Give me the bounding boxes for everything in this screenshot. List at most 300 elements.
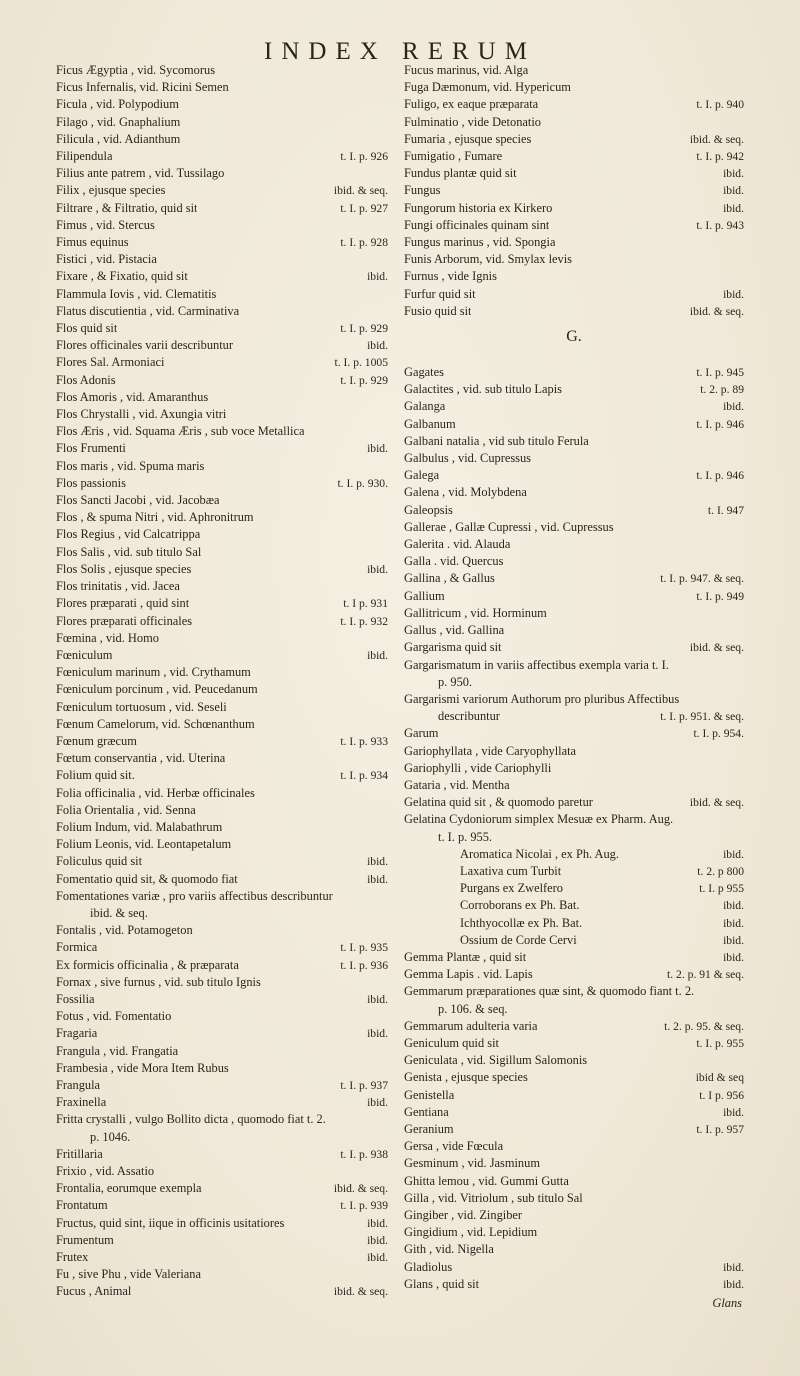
entry-term: Flammula Iovis , vid. Clematitis bbox=[56, 286, 217, 301]
index-entry bbox=[404, 880, 744, 897]
index-entry bbox=[404, 79, 744, 96]
index-entry bbox=[404, 1190, 744, 1207]
entry-reference: ibid. bbox=[367, 648, 388, 662]
entry-term: Gallina , & Gallus bbox=[404, 571, 495, 586]
entry-reference: t. I. 947 bbox=[707, 503, 744, 517]
entry-reference: t. I. p. 954. bbox=[693, 727, 744, 741]
entry-reference: t. I. p. 949 bbox=[696, 589, 744, 603]
entry-term: Fu , sive Phu , vide Valeriana bbox=[56, 1267, 201, 1282]
entry-term: Fumaria , ejusque species bbox=[404, 131, 532, 146]
entry-term: Frutex bbox=[56, 1250, 89, 1265]
index-entry bbox=[404, 570, 744, 587]
entry-term: Gallus , vid. Gallina bbox=[404, 623, 505, 638]
index-entry bbox=[404, 502, 744, 519]
entry-term: Geniculum quid sit bbox=[404, 1035, 499, 1050]
entry-term: Gallerae , Gallæ Cupressi , vid. Cupressus bbox=[404, 519, 614, 534]
entry-term: Fulminatio , vide Detonatio bbox=[404, 114, 541, 129]
index-entry bbox=[56, 354, 388, 371]
index-entry bbox=[56, 1008, 388, 1025]
index-entry bbox=[404, 536, 744, 553]
index-entry bbox=[404, 1121, 744, 1138]
index-entry bbox=[404, 811, 744, 828]
entry-reference: ibid. bbox=[367, 562, 388, 576]
index-entry bbox=[56, 819, 388, 836]
index-entry bbox=[404, 725, 744, 742]
entry-term: Flos maris , vid. Spuma maris bbox=[56, 458, 205, 473]
entry-term: Fraxinella bbox=[56, 1095, 107, 1110]
entry-term: Folium Indum, vid. Malabathrum bbox=[56, 819, 223, 834]
index-entry bbox=[56, 303, 388, 320]
entry-term: Flos Solis , ejusque species bbox=[56, 561, 192, 576]
entry-reference: ibid. & seq. bbox=[689, 641, 744, 655]
entry-term: Furnus , vide Ignis bbox=[404, 269, 497, 284]
entry-term: Fontalis , vid. Potamogeton bbox=[56, 923, 193, 938]
entry-term: Laxativa cum Turbit bbox=[460, 863, 562, 878]
index-entry bbox=[404, 657, 744, 674]
entry-reference: t. I. p. 930. bbox=[337, 476, 388, 490]
entry-term: Filius ante patrem , vid. Tussilago bbox=[56, 166, 225, 181]
index-entry bbox=[56, 871, 388, 888]
entry-term: Fimus equinus bbox=[56, 235, 129, 250]
index-entry bbox=[404, 777, 744, 794]
entry-reference: ibid. bbox=[367, 992, 388, 1006]
index-entry bbox=[56, 939, 388, 956]
entry-term: p. 1046. bbox=[90, 1129, 131, 1144]
entry-reference: ibid. bbox=[367, 1096, 388, 1110]
entry-term: Glans , quid sit bbox=[404, 1276, 480, 1291]
index-entry bbox=[56, 1043, 388, 1060]
entry-reference: ibid. bbox=[723, 201, 744, 215]
index-entry bbox=[56, 595, 388, 612]
entry-term: Fœmina , vid. Homo bbox=[56, 630, 159, 645]
index-entry bbox=[56, 96, 388, 113]
index-entry bbox=[56, 509, 388, 526]
entry-term: Gariophyllata , vide Caryophyllata bbox=[404, 743, 577, 758]
entry-term: Ossium de Corde Cervi bbox=[460, 932, 577, 947]
entry-term: Gladiolus bbox=[404, 1259, 453, 1274]
entry-term: Fungorum historia ex Kirkero bbox=[404, 200, 553, 215]
index-entry bbox=[56, 458, 388, 475]
entry-term: Frontalia, eorumque exempla bbox=[56, 1181, 202, 1196]
index-entry bbox=[56, 836, 388, 853]
index-entry bbox=[56, 1283, 388, 1300]
index-entry bbox=[404, 182, 744, 199]
entry-term: Furfur quid sit bbox=[404, 286, 476, 301]
index-entry bbox=[404, 234, 744, 251]
index-entry bbox=[56, 1129, 388, 1146]
entry-term: Geranium bbox=[404, 1121, 454, 1136]
entry-term: Fungus marinus , vid. Spongia bbox=[404, 235, 556, 250]
entry-term: Galbani natalia , vid sub titulo Ferula bbox=[404, 433, 589, 448]
entry-reference: ibid. & seq. bbox=[333, 1182, 388, 1196]
index-entry bbox=[404, 148, 744, 165]
entry-reference: t. I. p. 927 bbox=[340, 201, 388, 215]
index-entry bbox=[404, 760, 744, 777]
entry-reference: t. 2. p 800 bbox=[697, 864, 744, 878]
entry-term: Fœniculum bbox=[56, 647, 113, 662]
entry-reference: ibid. bbox=[367, 1216, 388, 1230]
entry-term: Folium Leonis, vid. Leontapetalum bbox=[56, 837, 232, 852]
index-entry bbox=[404, 863, 744, 880]
index-entry bbox=[56, 1146, 388, 1163]
entry-reference: ibid. bbox=[723, 1277, 744, 1291]
entry-term: Fundus plantæ quid sit bbox=[404, 166, 517, 181]
entry-term: Foliculus quid sit bbox=[56, 854, 143, 869]
entry-term: Filtrare , & Filtratio, quid sit bbox=[56, 200, 198, 215]
index-entry bbox=[56, 733, 388, 750]
entry-reference: t. I. p. 946 bbox=[696, 469, 744, 483]
entry-term: Flos , & spuma Nitri , vid. Aphronitrum bbox=[56, 510, 254, 525]
index-entry bbox=[404, 605, 744, 622]
entry-reference: t. I. p. 938 bbox=[340, 1147, 388, 1161]
index-entry bbox=[56, 957, 388, 974]
entry-term: Flos Chrystalli , vid. Axungia vitri bbox=[56, 407, 227, 422]
entry-term: Flos Frumenti bbox=[56, 441, 126, 456]
entry-term: Fœniculum porcinum , vid. Peucedanum bbox=[56, 682, 258, 697]
index-entry bbox=[404, 1173, 744, 1190]
index-entry bbox=[404, 794, 744, 811]
index-entry bbox=[404, 966, 744, 983]
index-entry bbox=[56, 475, 388, 492]
index-entry bbox=[56, 785, 388, 802]
entry-term: Fotus , vid. Fomentatio bbox=[56, 1009, 172, 1024]
index-entry bbox=[404, 983, 744, 1000]
entry-term: Ghitta lemou , vid. Gummi Gutta bbox=[404, 1173, 569, 1188]
entry-term: Gemma Lapis . vid. Lapis bbox=[404, 967, 533, 982]
index-entry bbox=[56, 1060, 388, 1077]
index-entry bbox=[56, 1163, 388, 1180]
index-entry bbox=[56, 578, 388, 595]
index-entry bbox=[56, 251, 388, 268]
index-entry bbox=[404, 268, 744, 285]
entry-term: Gilla , vid. Vitriolum , sub titulo Sal bbox=[404, 1190, 583, 1205]
entry-term: Fungi officinales quinam sint bbox=[404, 217, 550, 232]
entry-term: Gemmarum adulteria varia bbox=[404, 1018, 538, 1033]
entry-reference: ibid. bbox=[367, 1233, 388, 1247]
index-entry bbox=[404, 932, 744, 949]
catchword: Glans bbox=[712, 1296, 742, 1311]
entry-term: Gallitricum , vid. Horminum bbox=[404, 605, 547, 620]
entry-reference: ibid. bbox=[723, 1105, 744, 1119]
index-entry bbox=[56, 389, 388, 406]
index-entry bbox=[404, 1087, 744, 1104]
index-entry bbox=[56, 716, 388, 733]
entry-term: Flos Sancti Jacobi , vid. Jacobæa bbox=[56, 493, 220, 508]
left-column bbox=[56, 62, 388, 1301]
entry-term: Ficus Ægyptia , vid. Sycomorus bbox=[56, 63, 216, 77]
entry-term: Filago , vid. Gnaphalium bbox=[56, 114, 181, 129]
entry-term: Folium quid sit. bbox=[56, 768, 135, 783]
entry-reference: ibid. bbox=[367, 1251, 388, 1265]
index-entry bbox=[56, 1180, 388, 1197]
index-entry bbox=[404, 114, 744, 131]
index-entry bbox=[56, 200, 388, 217]
entry-term: Aromatica Nicolai , ex Ph. Aug. bbox=[460, 846, 619, 861]
index-entry bbox=[404, 519, 744, 536]
entry-term: Formica bbox=[56, 940, 98, 955]
entry-term: Flos quid sit bbox=[56, 321, 118, 336]
index-entry bbox=[56, 1025, 388, 1042]
entry-term: Gemma Plantæ , quid sit bbox=[404, 949, 527, 964]
entry-reference: ibid. & seq. bbox=[689, 796, 744, 810]
entry-reference: ibid. bbox=[367, 872, 388, 886]
entry-term: Fossilia bbox=[56, 991, 95, 1006]
index-entry bbox=[56, 268, 388, 285]
index-entry bbox=[56, 217, 388, 234]
index-entry bbox=[56, 888, 388, 905]
index-entry bbox=[56, 1197, 388, 1214]
entry-reference: t. I. p. 937 bbox=[340, 1078, 388, 1092]
entry-term: Geniculata , vid. Sigillum Salomonis bbox=[404, 1053, 588, 1068]
entry-term: Gariophylli , vide Cariophylli bbox=[404, 760, 552, 775]
index-entry bbox=[56, 1266, 388, 1283]
index-entry bbox=[56, 1249, 388, 1266]
entry-term: Flos Amoris , vid. Amaranthus bbox=[56, 389, 209, 404]
index-entry bbox=[56, 922, 388, 939]
index-entry bbox=[404, 200, 744, 217]
entry-term: Galanga bbox=[404, 399, 446, 414]
index-entry bbox=[404, 1104, 744, 1121]
entry-term: Purgans ex Zwelfero bbox=[460, 881, 563, 896]
index-entry bbox=[56, 1232, 388, 1249]
index-entry bbox=[404, 381, 744, 398]
entry-term: Gataria , vid. Mentha bbox=[404, 777, 510, 792]
entry-reference: t. I. p. 957 bbox=[696, 1122, 744, 1136]
entry-term: Fusio quid sit bbox=[404, 303, 472, 318]
index-entry bbox=[56, 148, 388, 165]
index-entry bbox=[56, 234, 388, 251]
index-entry bbox=[56, 440, 388, 457]
entry-reference: t. I. p. 928 bbox=[340, 236, 388, 250]
entry-term: Fistici , vid. Pistacia bbox=[56, 252, 157, 267]
index-entry bbox=[404, 433, 744, 450]
entry-reference: t. I. p. 926 bbox=[340, 150, 388, 164]
entry-reference: ibid. bbox=[723, 184, 744, 198]
entry-term: Genistella bbox=[404, 1087, 455, 1102]
entry-term: Fritillaria bbox=[56, 1146, 103, 1161]
index-entry bbox=[404, 364, 744, 381]
index-entry bbox=[56, 681, 388, 698]
index-entry bbox=[56, 853, 388, 870]
entry-term: Gingiber , vid. Zingiber bbox=[404, 1208, 523, 1222]
entry-term: Frangula , vid. Frangatia bbox=[56, 1043, 179, 1058]
entry-reference: t. I. p. 934 bbox=[340, 769, 388, 783]
index-entry bbox=[404, 251, 744, 268]
index-entry bbox=[404, 639, 744, 656]
entry-term: Gersa , vide Fœcula bbox=[404, 1139, 504, 1154]
entry-reference: ibid. bbox=[367, 339, 388, 353]
entry-term: Fixare , & Fixatio, quid sit bbox=[56, 269, 188, 284]
entry-reference: ibid. & seq. bbox=[689, 304, 744, 318]
entry-reference: t. I. p. 939 bbox=[340, 1199, 388, 1213]
entry-reference: ibid. & seq. bbox=[689, 132, 744, 146]
index-entry bbox=[56, 372, 388, 389]
index-entry bbox=[404, 398, 744, 415]
entry-term: Galactites , vid. sub titulo Lapis bbox=[404, 382, 562, 397]
entry-reference: t. 2. p. 91 & seq. bbox=[667, 968, 744, 982]
entry-term: Ex formicis officinalia , & præparata bbox=[56, 957, 239, 972]
index-entry bbox=[56, 423, 388, 440]
entry-term: Gemmarum præparationes quæ sint, & quomodo fiant t. 2. bbox=[404, 984, 695, 999]
entry-term: p. 950. bbox=[438, 674, 473, 689]
index-entry bbox=[404, 484, 744, 501]
entry-term: Fimus , vid. Stercus bbox=[56, 217, 155, 232]
entry-term: Filix , ejusque species bbox=[56, 183, 166, 198]
page-title: INDEX RERUM bbox=[264, 38, 536, 65]
index-entry bbox=[404, 1155, 744, 1172]
index-entry bbox=[56, 526, 388, 543]
entry-reference: t. 2. p. 95. & seq. bbox=[664, 1019, 744, 1033]
index-entry bbox=[56, 79, 388, 96]
entry-reference: t. I p. 931 bbox=[343, 597, 388, 611]
index-entry bbox=[56, 337, 388, 354]
entry-reference: t. I. p. 929 bbox=[340, 322, 388, 336]
entry-term: Gesminum , vid. Jasminum bbox=[404, 1156, 540, 1171]
index-entry bbox=[56, 905, 388, 922]
index-entry bbox=[404, 1069, 744, 1086]
index-entry bbox=[56, 699, 388, 716]
entry-term: Galbanum bbox=[404, 416, 456, 431]
index-entry bbox=[404, 622, 744, 639]
index-entry bbox=[404, 1224, 744, 1241]
index-entry bbox=[56, 991, 388, 1008]
letter-g-entries bbox=[404, 364, 744, 1293]
entry-term: p. 106. & seq. bbox=[438, 1001, 508, 1016]
section-heading-g: G. bbox=[566, 328, 582, 346]
entry-term: Fucus marinus, vid. Alga bbox=[404, 63, 529, 77]
entry-reference: t. I. p. 946 bbox=[696, 417, 744, 431]
entry-term: Fœtum conservantia , vid. Uterina bbox=[56, 751, 226, 766]
entry-term: Flores Sal. Armoniaci bbox=[56, 355, 165, 370]
entry-term: Frumentum bbox=[56, 1232, 114, 1247]
index-entry bbox=[404, 897, 744, 914]
index-entry bbox=[56, 182, 388, 199]
index-entry bbox=[56, 286, 388, 303]
index-entry bbox=[56, 1094, 388, 1111]
index-entry bbox=[404, 217, 744, 234]
index-entry bbox=[404, 416, 744, 433]
entry-reference: t. I. p. 951. & seq. bbox=[660, 710, 744, 724]
index-entry bbox=[56, 165, 388, 182]
entry-reference: ibid. bbox=[367, 442, 388, 456]
entry-reference: t. I. p. 935 bbox=[340, 941, 388, 955]
index-entry bbox=[56, 406, 388, 423]
entry-term: Flos Adonis bbox=[56, 372, 116, 387]
entry-term: Fritta crystalli , vulgo Bollito dicta , quomodo fiat t. 2. bbox=[56, 1112, 326, 1127]
index-entry bbox=[404, 1259, 744, 1276]
index-entry bbox=[404, 588, 744, 605]
entry-reference: t. I. p. 1005 bbox=[334, 356, 388, 370]
index-entry bbox=[404, 467, 744, 484]
entry-term: Galeopsis bbox=[404, 502, 453, 517]
entry-term: Filicula , vid. Adianthum bbox=[56, 131, 181, 146]
entry-reference: t. I. p. 936 bbox=[340, 958, 388, 972]
entry-term: Gingidium , vid. Lepidium bbox=[404, 1225, 538, 1240]
entry-term: Gallium bbox=[404, 588, 445, 603]
entry-term: ibid. & seq. bbox=[90, 905, 148, 920]
entry-term: Gargarismatum in variis affectibus exempla varia t. I. bbox=[404, 657, 669, 672]
entry-term: Fungus bbox=[404, 183, 441, 198]
index-entry bbox=[56, 802, 388, 819]
entry-term: Gargarismi variorum Authorum pro pluribus Affectibus bbox=[404, 691, 680, 706]
entry-term: Fuligo, ex eaque præparata bbox=[404, 97, 539, 112]
index-entry bbox=[56, 1215, 388, 1232]
index-entry bbox=[56, 561, 388, 578]
entry-reference: ibid. bbox=[723, 950, 744, 964]
entry-reference: ibid. bbox=[723, 1260, 744, 1274]
entry-term: Flos trinitatis , vid. Jacea bbox=[56, 579, 180, 594]
entry-term: Galla . vid. Quercus bbox=[404, 554, 504, 569]
entry-term: Frixio , vid. Assatio bbox=[56, 1164, 155, 1178]
entry-reference: t. I. p. 943 bbox=[696, 218, 744, 232]
index-entry bbox=[404, 553, 744, 570]
entry-term: Fornax , sive furnus , vid. sub titulo Ignis bbox=[56, 974, 261, 989]
entry-reference: ibid. bbox=[723, 916, 744, 930]
entry-term: Fructus, quid sint, iique in officinis usitatiores bbox=[56, 1215, 285, 1230]
entry-term: Flatus discutientia , vid. Carminativa bbox=[56, 303, 240, 318]
entry-reference: t. I. p. 933 bbox=[340, 734, 388, 748]
entry-term: describuntur bbox=[438, 709, 500, 724]
entry-term: Ichthyocollæ ex Ph. Bat. bbox=[460, 915, 583, 930]
index-entry bbox=[404, 1001, 744, 1018]
index-entry bbox=[404, 1052, 744, 1069]
index-entry bbox=[56, 647, 388, 664]
entry-reference: ibid. bbox=[723, 899, 744, 913]
index-entry bbox=[404, 1207, 744, 1224]
entry-term: Frontatum bbox=[56, 1198, 108, 1213]
index-entry bbox=[404, 691, 744, 708]
index-entry bbox=[404, 1241, 744, 1258]
index-entry bbox=[56, 544, 388, 561]
entry-term: Folia Orientalia , vid. Senna bbox=[56, 802, 196, 817]
entry-reference: ibid. bbox=[723, 847, 744, 861]
index-entry bbox=[404, 1035, 744, 1052]
entry-reference: ibid. bbox=[367, 1027, 388, 1041]
entry-term: Flos Æris , vid. Squama Æris , sub voce Metallica bbox=[56, 424, 305, 439]
entry-reference: t. I. p. 955 bbox=[696, 1036, 744, 1050]
entry-term: Galbulus , vid. Cupressus bbox=[404, 451, 532, 466]
entry-reference: t. I. p. 945 bbox=[696, 366, 744, 380]
entry-term: Gelatina quid sit , & quomodo paretur bbox=[404, 795, 593, 810]
entry-term: Corroborans ex Ph. Bat. bbox=[460, 898, 580, 913]
index-entry bbox=[404, 829, 744, 846]
entry-reference: ibid. bbox=[723, 167, 744, 181]
entry-term: Gargarisma quid sit bbox=[404, 640, 502, 655]
entry-term: Ficus Infernalis, vid. Ricini Semen bbox=[56, 80, 229, 95]
index-entry bbox=[404, 131, 744, 148]
index-entry bbox=[404, 708, 744, 725]
entry-reference: t. I. p. 942 bbox=[696, 150, 744, 164]
entry-term: Filipendula bbox=[56, 149, 113, 164]
index-entry bbox=[404, 1018, 744, 1035]
index-entry bbox=[56, 767, 388, 784]
entry-reference: ibid. bbox=[723, 400, 744, 414]
entry-term: Galena , vid. Molybdena bbox=[404, 485, 527, 500]
index-entry bbox=[404, 1138, 744, 1155]
index-entry bbox=[56, 974, 388, 991]
entry-reference: t. I. p. 929 bbox=[340, 373, 388, 387]
index-entry bbox=[56, 62, 388, 79]
entry-term: Flores officinales varii describuntur bbox=[56, 338, 233, 353]
entry-term: Funis Arborum, vid. Smylax levis bbox=[404, 252, 572, 267]
entry-term: Fœnum Camelorum, vid. Schœnanthum bbox=[56, 716, 255, 731]
entry-reference: ibid. bbox=[367, 855, 388, 869]
letter-f-entries bbox=[404, 62, 744, 320]
entry-reference: ibid. & seq. bbox=[333, 184, 388, 198]
entry-term: Flos Salis , vid. sub titulo Sal bbox=[56, 544, 202, 559]
entry-term: Fragaria bbox=[56, 1026, 98, 1041]
entry-term: Gith , vid. Nigella bbox=[404, 1242, 494, 1257]
